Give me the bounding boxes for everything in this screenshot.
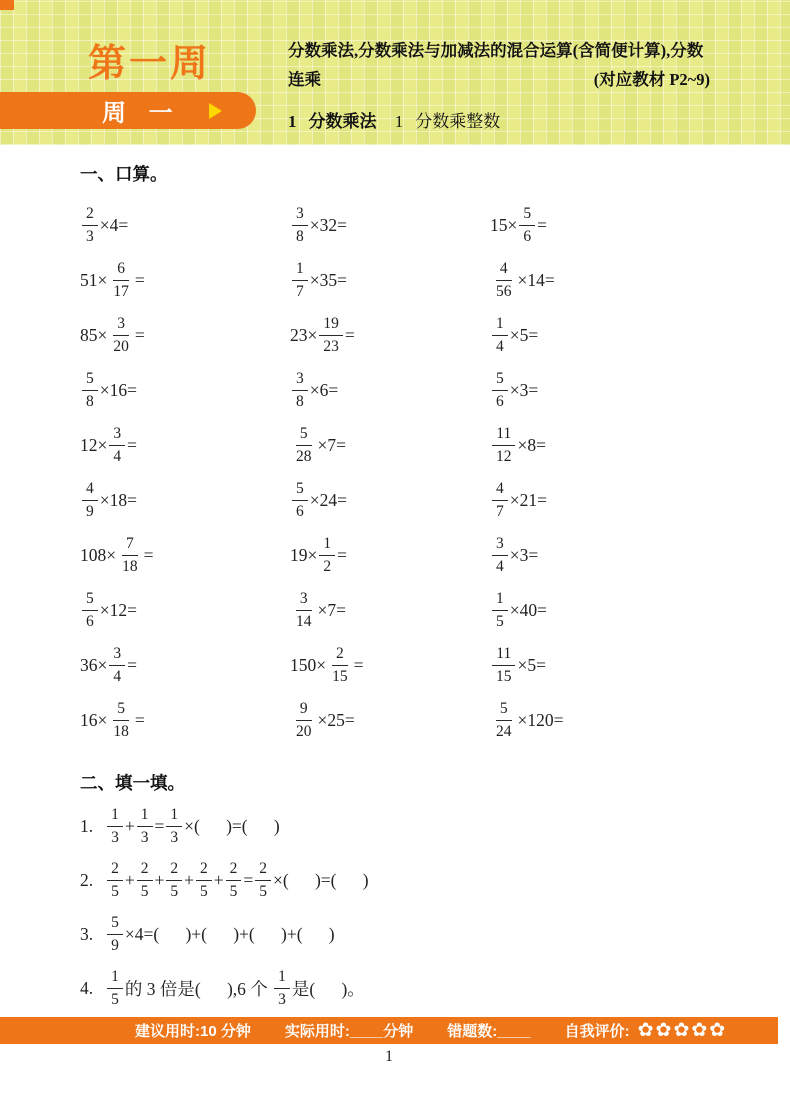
expression-text: 15× <box>490 215 518 235</box>
expression-text: 是( )。 <box>291 978 365 999</box>
expression-text: ×16= <box>99 380 137 400</box>
fraction-denominator: 4 <box>496 338 504 355</box>
fraction-denominator: 28 <box>296 448 312 465</box>
oral-problem <box>490 205 760 246</box>
fraction-numerator: 3 <box>292 370 308 391</box>
oral-problem <box>490 590 760 631</box>
oral-problem <box>80 700 290 741</box>
oral-problem <box>490 370 760 411</box>
worksheet-body <box>80 161 760 1015</box>
fraction <box>82 480 98 521</box>
expression-text: 12× <box>80 435 108 455</box>
topic-line-2 <box>288 65 710 94</box>
section-title-oral: 一、口算。 <box>80 164 168 184</box>
fraction <box>492 590 508 631</box>
fill-in-item-number: 1. <box>80 815 94 836</box>
fraction <box>82 590 98 631</box>
fraction-denominator: 20 <box>113 338 129 355</box>
expression-text: ×6= <box>309 380 339 400</box>
oral-problem <box>490 645 760 686</box>
fraction-denominator: 12 <box>496 448 512 465</box>
page-header <box>0 0 790 145</box>
expression-text: = <box>134 710 145 730</box>
fraction-numerator: 5 <box>82 590 98 611</box>
expression-text: = <box>337 545 347 565</box>
fraction <box>109 425 125 466</box>
expression-text: 108× <box>80 545 117 565</box>
fraction-numerator: 19 <box>319 315 343 336</box>
expression-text: 150× <box>290 655 327 675</box>
expression-text: ×32= <box>309 215 347 235</box>
fraction <box>118 535 142 576</box>
expression-text: ×18= <box>99 490 137 510</box>
expression-text: = <box>134 270 145 290</box>
self-evaluation-stars: ✿✿✿✿✿ <box>637 1020 728 1041</box>
fraction-numerator: 2 <box>196 860 212 881</box>
expression-text: ×4=( )+( )+( )+( ) <box>124 923 335 944</box>
topic-line-1: 分数乘法,分数乘法与加减法的混合运算(含简便计算),分数 <box>288 41 704 60</box>
expression-text: ×5= <box>517 655 546 675</box>
fraction-numerator: 11 <box>492 645 515 666</box>
fill-in-item <box>80 853 760 907</box>
fraction <box>492 535 508 576</box>
fraction <box>196 860 212 901</box>
expression-text: ×14= <box>517 270 555 290</box>
lesson-number: 1 <box>288 112 297 131</box>
expression-text: ×5= <box>509 325 539 345</box>
oral-problem <box>290 700 490 741</box>
fraction <box>109 260 133 301</box>
oral-problem <box>490 315 760 356</box>
lesson-sub-number: 1 <box>394 112 404 131</box>
fraction <box>226 860 242 901</box>
expression-text: + <box>124 869 135 890</box>
fraction-denominator: 4 <box>113 448 122 465</box>
fraction <box>292 590 316 631</box>
expression-text: 85× <box>80 325 108 345</box>
oral-problem <box>290 315 490 356</box>
oral-problem <box>80 645 290 686</box>
lesson-title: 1 分数乘法 <box>288 112 377 131</box>
fraction <box>82 370 98 411</box>
fraction-denominator: 18 <box>113 723 129 740</box>
fraction-denominator: 5 <box>140 882 149 900</box>
fraction-denominator: 3 <box>278 990 286 1008</box>
fraction-denominator: 7 <box>296 283 304 300</box>
fraction-numerator: 1 <box>137 806 153 827</box>
fraction-numerator: 5 <box>113 700 129 721</box>
expression-text: ×12= <box>99 600 137 620</box>
fraction-numerator: 2 <box>332 645 348 666</box>
fraction <box>292 260 308 301</box>
fraction-numerator: 1 <box>107 806 123 827</box>
fraction-numerator: 1 <box>166 806 182 827</box>
fraction-denominator: 8 <box>86 393 94 410</box>
fill-in-list <box>80 799 760 1015</box>
footer-bar <box>0 1017 778 1044</box>
fraction-denominator: 3 <box>140 828 149 846</box>
fraction-numerator: 3 <box>296 590 312 611</box>
footer-segment-3: 自我评价: <box>564 1023 630 1040</box>
topic-block <box>288 36 710 136</box>
fraction <box>492 645 516 686</box>
expression-text: ×7= <box>317 600 346 620</box>
oral-problem <box>490 700 760 741</box>
textbook-reference: (对应教材 P2~9) <box>593 70 710 89</box>
expression-text: 51× <box>80 270 108 290</box>
expression-text: = <box>143 545 154 565</box>
fraction-numerator: 1 <box>492 315 508 336</box>
corner-decoration <box>0 0 14 10</box>
fraction-denominator: 18 <box>122 558 138 575</box>
expression-text: + <box>154 869 165 890</box>
expression-text: ×( )=( ) <box>184 815 280 836</box>
fraction <box>292 480 308 521</box>
fraction-denominator: 5 <box>111 990 119 1008</box>
expression-text: 的 3 倍是( ),6 个 <box>124 978 273 999</box>
fill-in-item-number: 3. <box>80 923 94 944</box>
fraction-denominator: 23 <box>323 338 339 355</box>
expression-text: ×4= <box>99 215 129 235</box>
fraction-denominator: 5 <box>111 882 119 900</box>
oral-problem <box>290 645 490 686</box>
fraction-denominator: 6 <box>523 228 532 245</box>
oral-problem <box>290 205 490 246</box>
fraction <box>292 700 316 741</box>
fraction-numerator: 11 <box>492 425 515 446</box>
fraction-numerator: 2 <box>137 860 153 881</box>
oral-problem <box>80 535 290 576</box>
expression-text: = <box>243 869 254 890</box>
oral-problem <box>290 370 490 411</box>
fraction-denominator: 4 <box>496 558 504 575</box>
expression-text: + <box>124 815 135 836</box>
fraction-numerator: 2 <box>166 860 182 881</box>
oral-problem <box>80 315 290 356</box>
expression-text: = <box>134 325 145 345</box>
fill-in-item <box>80 799 760 853</box>
fraction-denominator: 9 <box>86 503 94 520</box>
fraction-numerator: 5 <box>296 425 312 446</box>
oral-problem <box>290 260 490 301</box>
fill-in-item <box>80 961 760 1015</box>
oral-problem <box>290 535 490 576</box>
fraction-denominator: 6 <box>496 393 504 410</box>
fraction-numerator: 5 <box>496 700 512 721</box>
fraction-denominator: 14 <box>296 613 312 630</box>
expression-text: + <box>213 869 224 890</box>
fraction-denominator: 3 <box>111 828 119 846</box>
fraction-denominator: 24 <box>496 723 512 740</box>
fraction-numerator: 4 <box>82 480 98 501</box>
fraction <box>107 806 123 847</box>
footer-segment-0: 建议用时:10 分钟 <box>135 1023 251 1040</box>
expression-text: ×3= <box>509 380 539 400</box>
fraction-numerator: 2 <box>255 860 271 881</box>
fraction-denominator: 15 <box>332 668 348 685</box>
fraction <box>492 370 508 411</box>
oral-problem <box>490 425 760 466</box>
fill-in-item <box>80 907 760 961</box>
fraction-numerator: 6 <box>113 260 129 281</box>
fraction-numerator: 2 <box>226 860 242 881</box>
expression-text: ×35= <box>309 270 347 290</box>
oral-problems-grid <box>80 198 760 748</box>
oral-problem <box>490 260 760 301</box>
topic-line-2-text: 连乘 <box>288 70 321 89</box>
fraction <box>492 260 516 301</box>
fraction <box>328 645 352 686</box>
fraction-denominator: 5 <box>229 882 238 900</box>
expression-text: ×7= <box>317 435 346 455</box>
fraction-denominator: 56 <box>496 283 512 300</box>
fraction-numerator: 4 <box>496 260 512 281</box>
expression-text: = <box>154 815 165 836</box>
fraction-denominator: 17 <box>113 283 129 300</box>
expression-text: 23× <box>290 325 318 345</box>
fraction-numerator: 3 <box>492 535 508 556</box>
fraction <box>319 315 343 356</box>
fraction-numerator: 3 <box>109 645 125 666</box>
fraction-denominator: 3 <box>170 828 179 846</box>
fraction-denominator: 20 <box>296 723 312 740</box>
fraction <box>292 370 308 411</box>
expression-text: ×40= <box>509 600 547 620</box>
expression-text: 36× <box>80 655 108 675</box>
fraction-numerator: 1 <box>319 535 335 556</box>
expression-text: ×21= <box>509 490 547 510</box>
fraction <box>82 205 98 246</box>
fraction-numerator: 5 <box>292 480 308 501</box>
oral-problem <box>80 425 290 466</box>
fraction <box>166 860 182 901</box>
fraction-denominator: 9 <box>111 936 119 954</box>
fraction <box>274 968 290 1009</box>
fraction-numerator: 1 <box>107 968 123 989</box>
fraction-denominator: 7 <box>496 503 504 520</box>
expression-text: ×24= <box>309 490 347 510</box>
footer-segment-1: 实际用时:____分钟 <box>284 1023 414 1040</box>
fraction <box>319 535 335 576</box>
day-banner-label: 周 一 <box>102 100 181 127</box>
oral-problem <box>290 590 490 631</box>
fraction-denominator: 3 <box>86 228 94 245</box>
fraction <box>107 968 123 1009</box>
oral-problem <box>290 425 490 466</box>
fraction-denominator: 5 <box>200 882 208 900</box>
fraction <box>107 860 123 901</box>
arrow-right-icon <box>209 103 222 119</box>
oral-problem <box>290 480 490 521</box>
fraction-numerator: 7 <box>122 535 138 556</box>
fraction <box>492 425 516 466</box>
expression-text: ×8= <box>517 435 546 455</box>
fraction <box>109 700 133 741</box>
fraction-denominator: 5 <box>496 613 504 630</box>
footer-segment-2: 错题数:____ <box>447 1023 531 1040</box>
fraction-denominator: 6 <box>86 613 94 630</box>
fraction <box>137 806 153 847</box>
oral-problem <box>80 205 290 246</box>
expression-text: = <box>344 325 355 345</box>
expression-text: 16× <box>80 710 108 730</box>
fraction-numerator: 1 <box>492 590 508 611</box>
fraction <box>492 700 516 741</box>
fraction-numerator: 4 <box>492 480 508 501</box>
expression-text: ×120= <box>517 710 564 730</box>
fraction-denominator: 5 <box>170 882 179 900</box>
oral-problem <box>80 260 290 301</box>
fraction-numerator: 2 <box>82 205 98 226</box>
expression-text: 19× <box>290 545 318 565</box>
oral-problem <box>80 370 290 411</box>
fraction <box>109 645 125 686</box>
lesson-line <box>288 107 710 136</box>
fraction-numerator: 3 <box>113 315 129 336</box>
day-banner <box>0 92 256 129</box>
week-title: 第一周 <box>88 43 212 85</box>
expression-text: ×3= <box>509 545 539 565</box>
fraction <box>492 480 508 521</box>
fraction <box>166 806 182 847</box>
oral-problem <box>490 480 760 521</box>
fraction <box>137 860 153 901</box>
expression-text: = <box>127 655 137 675</box>
oral-problem <box>80 590 290 631</box>
lesson-subtitle: 1 分数乘整数 <box>394 112 501 131</box>
fraction-numerator: 9 <box>296 700 312 721</box>
fill-in-item-number: 2. <box>80 869 94 890</box>
fraction-numerator: 2 <box>107 860 123 881</box>
fraction-numerator: 5 <box>492 370 508 391</box>
fraction-denominator: 5 <box>259 882 267 900</box>
fraction-numerator: 1 <box>292 260 308 281</box>
oral-problem <box>80 480 290 521</box>
fraction-denominator: 15 <box>496 668 512 685</box>
fraction <box>292 425 316 466</box>
fraction <box>292 205 308 246</box>
expression-text: = <box>127 435 137 455</box>
fraction-denominator: 2 <box>323 558 332 575</box>
oral-problem <box>490 535 760 576</box>
fraction-denominator: 4 <box>113 668 122 685</box>
fraction-numerator: 5 <box>82 370 98 391</box>
section-title-fill: 二、填一填。 <box>80 773 185 793</box>
fraction-numerator: 1 <box>274 968 290 989</box>
fraction-numerator: 5 <box>107 914 123 935</box>
fraction-denominator: 8 <box>296 228 304 245</box>
expression-text: ×25= <box>317 710 355 730</box>
fraction-denominator: 8 <box>296 393 304 410</box>
fraction-numerator: 3 <box>292 205 308 226</box>
expression-text: + <box>184 869 194 890</box>
fraction <box>109 315 133 356</box>
fraction-numerator: 5 <box>519 205 535 226</box>
expression-text: = <box>353 655 364 675</box>
fill-in-item-number: 4. <box>80 977 94 998</box>
expression-text: ×( )=( ) <box>273 869 369 890</box>
fraction <box>519 205 535 246</box>
fraction <box>255 860 271 901</box>
fraction-numerator: 3 <box>109 425 125 446</box>
page-number: 1 <box>385 1048 393 1065</box>
fraction <box>492 315 508 356</box>
fraction <box>107 914 123 955</box>
expression-text: = <box>537 215 547 235</box>
fraction-denominator: 6 <box>296 503 304 520</box>
